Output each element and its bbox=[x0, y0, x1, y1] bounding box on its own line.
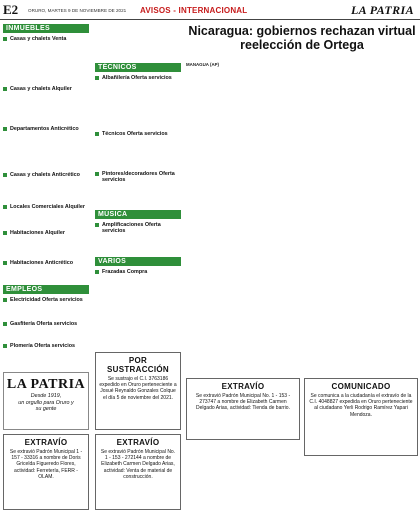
ad-listing bbox=[95, 184, 181, 208]
la-patria-ad bbox=[3, 372, 89, 430]
article-column-2 bbox=[265, 62, 339, 392]
page-number: E2 bbox=[3, 2, 19, 17]
tagline: un orgullo para Oruro y bbox=[18, 399, 74, 406]
notice-body: Se extravió Padrón Municipal No. 1 - 153 - 273747 a nombre de Elizabeth Carmen Delgado Arias, actividad: Tienda de barrio. bbox=[195, 393, 291, 412]
subheading: Casas y chalets Anticrético bbox=[3, 172, 89, 178]
la-patria-logo: LA PATRIA bbox=[6, 377, 86, 392]
notice-body: Se extravió Padrón Municipal No. 1 - 153 - 272144 a nombre de Elizabeth Carmen Delgado Arias, actividad: Venta de material de construcción. bbox=[100, 449, 176, 480]
ad-listing bbox=[95, 235, 181, 255]
ad-listing bbox=[95, 23, 181, 61]
subheading: Gasfitería Oferta servicios bbox=[3, 321, 89, 327]
ad-listing bbox=[3, 350, 89, 360]
classifieds-section bbox=[3, 22, 181, 510]
category-empleos: EMPLEOS bbox=[3, 285, 89, 294]
article-column-3 bbox=[344, 62, 418, 392]
subheading: Habitaciones Alquiler bbox=[3, 230, 89, 236]
notice-title: EXTRAVÍO bbox=[24, 438, 68, 447]
page-header bbox=[0, 0, 420, 20]
main-article bbox=[186, 22, 418, 67]
notice-box bbox=[95, 352, 181, 430]
notices-section bbox=[186, 378, 418, 510]
article-column-1 bbox=[186, 62, 260, 392]
article-dateline: MANAGUA (AP) bbox=[186, 62, 220, 67]
ad-listing bbox=[3, 43, 89, 83]
ad-listing bbox=[3, 328, 89, 340]
notice-title: EXTRAVÍO bbox=[221, 382, 265, 391]
notice-box bbox=[3, 434, 89, 510]
ad-listing bbox=[3, 211, 89, 227]
notice-body: Se comunica a la ciudadanía el extravío de la C.I. 4048827 expedida en Oruro perteneciente al ciudadano Yerli Rodrigo Ramírez Yapari Mendoza. bbox=[309, 393, 413, 418]
article-headline: Nicaragua: gobiernos rechazan virtual reelección de Ortega bbox=[188, 24, 416, 52]
subheading: Habitaciones Anticrético bbox=[3, 260, 89, 266]
ad-listing bbox=[3, 237, 89, 257]
subheading: Electricidad Oferta servicios bbox=[3, 297, 89, 303]
subheading: Pintores/decoradores Oferta servicios bbox=[95, 171, 181, 183]
subheading: Locales Comerciales Alquiler bbox=[3, 204, 89, 210]
subheading: Casas y chalets Alquiler bbox=[3, 86, 89, 92]
notice-body: Se sustrajo el C.I. 3763186 expedido en Oruro perteneciente a Josué Reynaldo Gonzales Colque el día 5 de noviembre del 2021. bbox=[99, 376, 177, 401]
notice-box bbox=[304, 378, 418, 456]
notice-title: POR SUSTRACCIÓN bbox=[107, 356, 169, 374]
ad-listing bbox=[95, 138, 181, 168]
section-title: AVISOS - INTERNACIONAL bbox=[140, 6, 248, 15]
notice-box bbox=[186, 378, 300, 440]
subheading: Técnicos Oferta servicios bbox=[95, 131, 181, 137]
notice-body: Se extravió Padrón Municipal 1 - 157 - 33316 a nombre de Doris Gricelda Figueredo Flores, actividad: Ferretería, FERR - OLAM. bbox=[9, 449, 83, 480]
category-inmuebles: INMUEBLES bbox=[3, 24, 89, 33]
notice-box bbox=[95, 434, 181, 510]
category-tecnicos: TÉCNICOS bbox=[95, 63, 181, 72]
article-body bbox=[186, 62, 418, 392]
ad-listing bbox=[3, 133, 89, 169]
subheading: Plomería Oferta servicios bbox=[3, 343, 89, 349]
ad-listing bbox=[95, 276, 181, 298]
subheading: Casas y chalets Venta bbox=[3, 36, 89, 42]
tagline: su gente bbox=[35, 406, 57, 412]
subheading: Albañilería Oferta servicios bbox=[95, 75, 181, 81]
category-varios: VARIOS bbox=[95, 257, 181, 266]
notice-title: EXTRAVÍO bbox=[116, 438, 160, 447]
ad-listing bbox=[3, 304, 89, 318]
masthead: LA PATRIA bbox=[350, 3, 414, 17]
issue-date: ORURO, MARTES 9 DE NOVIEMBRE DE 2021 bbox=[28, 8, 127, 13]
ad-listing bbox=[3, 267, 89, 283]
subheading: Departamentos Anticrético bbox=[3, 126, 89, 132]
category-musica: MÚSICA bbox=[95, 210, 181, 219]
subheading: Frazadas Compra bbox=[95, 269, 181, 275]
tagline: Desde 1919, bbox=[30, 393, 62, 399]
notice-title: COMUNICADO bbox=[331, 382, 391, 391]
ad-listing bbox=[3, 179, 89, 201]
ad-listing bbox=[3, 93, 89, 123]
ad-listing bbox=[95, 82, 181, 128]
subheading: Amplificaciones Oferta servicios bbox=[95, 222, 181, 234]
